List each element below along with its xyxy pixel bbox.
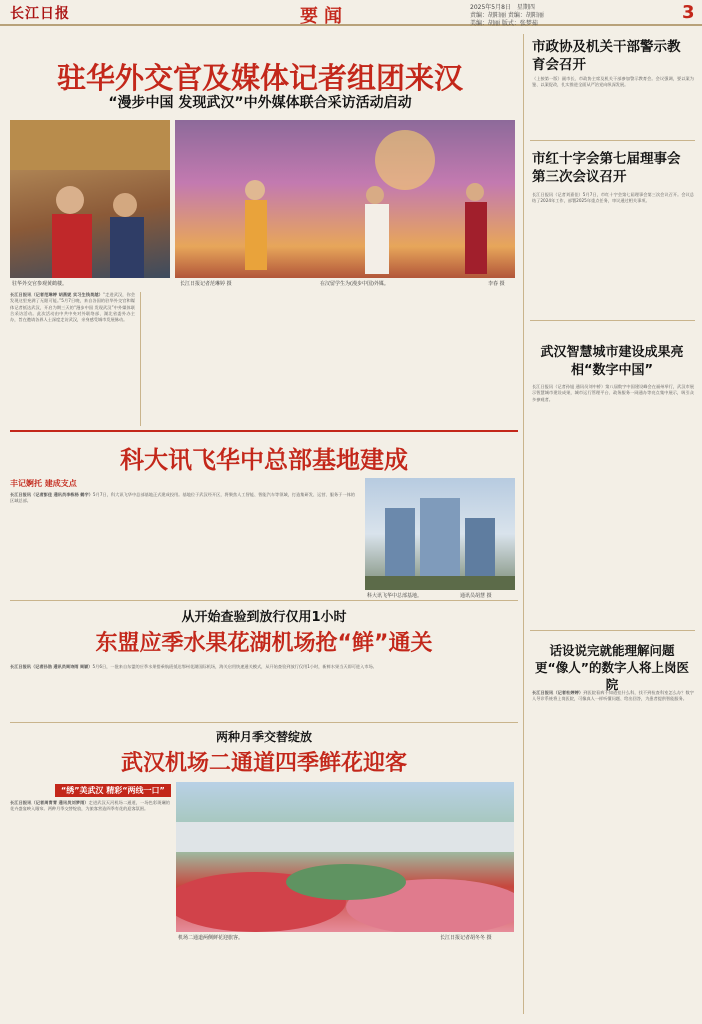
lead-subheadline: “漫步中国 发现武汉”中外媒体联合采访活动启动 [108, 95, 412, 111]
feature4-caption: 机场二通道两侧鲜花迎旅客。 [178, 935, 244, 941]
lead-body-col-1 [10, 292, 135, 427]
lead-photo-2-scene [175, 120, 515, 278]
feature2-text: 5月7日，科大讯飞华中总部基地正式建成投用。基地位于武汉经开区，将聚焦人工智能、智能汽车等领域，打造集研发、运营、服务于一体的区域总部。 [10, 492, 355, 504]
right-body-2: 长江日报讯（记者刘嘉佳）5月7日，市红十字会第七届理事会第三次会议召开。会议总结了2024年工作，部署2025年重点任务，审议通过相关事项。 [532, 192, 694, 204]
feature2-photo-buildings [365, 478, 515, 590]
page-number: 3 [682, 2, 695, 23]
rule [10, 600, 518, 601]
feature2-photo [365, 478, 515, 590]
feature3-kicker: 从开始查验到放行仅用1小时 [181, 610, 347, 625]
lead-headline: 驻华外交官及媒体记者组团来汉 [56, 61, 463, 95]
feature2-byline: 长江日报讯（记者彭佳 通讯员李栋杨 鹤宇） [10, 492, 93, 497]
rule [530, 320, 695, 321]
right-body-3: 长江日报讯（记者孙旭 通讯员刘中桥）第八届数字中国建设峰会在福州举行，武汉市展示智慧城市建设成果，城市运行管理平台、政务服务一网通办等亮点集中展示，吸引众多参观者。 [532, 384, 694, 402]
newspaper-logo: 长江日报 [10, 6, 70, 22]
rule [530, 630, 695, 631]
column-divider [140, 292, 141, 426]
lead-photo-credit-1: 长江日报记者范琳婷 摄 [180, 281, 232, 287]
right-body-1: （上接第一版）副市长、市政协主席及机关干部参加警示教育会。会议强调，要以案为鉴、以案促改，扎实推进全面从严治党向纵深发展。 [532, 76, 694, 88]
feature4-photo [176, 782, 514, 932]
feature4-kicker: 两种月季交替绽放 [215, 730, 312, 744]
dateline [470, 4, 544, 28]
feature2-badge: 丰记婀托 建成支点 [10, 479, 77, 488]
feature4-photo-flowers [176, 782, 514, 932]
lead-photo-credit-2: 李春 摄 [488, 281, 505, 287]
lead-photo-2 [175, 120, 515, 278]
right-headline-2: 市红十字会第七届理事会第三次会议召开 [532, 151, 681, 185]
feature4-headline: 武汉机场二通道四季鲜花迎客 [120, 751, 407, 776]
feature4-text: 走进武汉天河机场二通道，一场色彩斑斓的花卉盛宴映入眼帘。两种月季交替绽放，为旅客营造四季有花的迎客氛围。 [10, 800, 170, 812]
right-column-divider [523, 34, 524, 1014]
right-headline-1: 市政协及机关干部警示教育会召开 [532, 39, 681, 73]
feature3-body [10, 664, 515, 714]
feature4-badge: “绣”美武汉 精彩“两线一口” [55, 784, 171, 797]
issue-date: 2025年5月8日 星期四 [470, 4, 535, 11]
lead-caption-1: 驻华外交官参观黄鹤楼。 [12, 281, 68, 287]
design-credit: 美编：胡丽 版式：张梦茹 [470, 20, 538, 27]
rule [10, 722, 518, 723]
right-headline-3: 武汉智慧城市建设成果亮相“数字中国” [540, 345, 684, 378]
feature4-byline: 长江日报讯（记者周青青 通讯员刘梦雨） [10, 800, 89, 805]
lead-photo-1-figures [10, 120, 170, 278]
feature4-body [10, 800, 170, 1015]
feature2-headline: 科大讯飞华中总部基地建成 [120, 446, 408, 474]
right-body-4 [532, 690, 694, 1015]
right4-byline: 长江日报讯（记者杜婷婷） [532, 690, 584, 695]
feature3-byline: 长江日报讯（记者孙浩 通讯员周诗雨 周颖） [10, 664, 93, 669]
section-title: 要闻 [300, 6, 348, 27]
right-headline-4: 话设说完就能理解问题 更“像人”的数字人将上岗医院 [535, 643, 689, 692]
lead-body: “走进武汉，你会发现这里充满了无限可能。”5月7日晚，来自各国的驻华外交官和媒体记者抵达武汉，开启为期三天的“漫步中国 发现武汉”中外媒体联合采访活动。此次活动由中共中央对外联络部、湖北省委外办主办，旨在邀请各界人士深度走访武汉，亲身感受城市发展脉动。 [10, 292, 135, 323]
feature2-caption: 科大讯飞华中总部基地。 [367, 593, 423, 599]
lead-byline: 长江日报讯（记者范琳婷 胡燕妮 实习生钱昊越） [10, 292, 103, 297]
feature3-headline: 东盟应季水果花湖机场抢“鲜”通关 [95, 631, 433, 656]
editor-credit: 责编：胡阳丽 责编：胡阳丽 [470, 12, 544, 19]
section-rule [10, 430, 518, 432]
feature3-text: 5月6日，一批来自东盟的应季水果搭乘航班抵达鄂州花湖国际机场，海关启用快速通关模式，从开始查验到放行仅用1小时，新鲜水果当天即可进入市场。 [92, 664, 377, 669]
masthead [0, 0, 702, 26]
feature2-photo-credit: 通讯员胡慧 摄 [460, 593, 492, 599]
feature2-body [10, 492, 355, 562]
lead-photo-1 [10, 120, 170, 278]
lead-caption-2: 在汉留学生为(漫步中国)外媒。 [320, 281, 389, 287]
feature4-photo-credit: 长江日报记者胡冬冬 摄 [440, 935, 492, 941]
rule [530, 140, 695, 141]
right4-text: 到医院看病不知道挂什么科，找不到检查科室怎么办？数字人导诊系统将上岗医院，可像真人一样听懂问题、给出回答，为患者提供智能服务。 [532, 690, 694, 702]
